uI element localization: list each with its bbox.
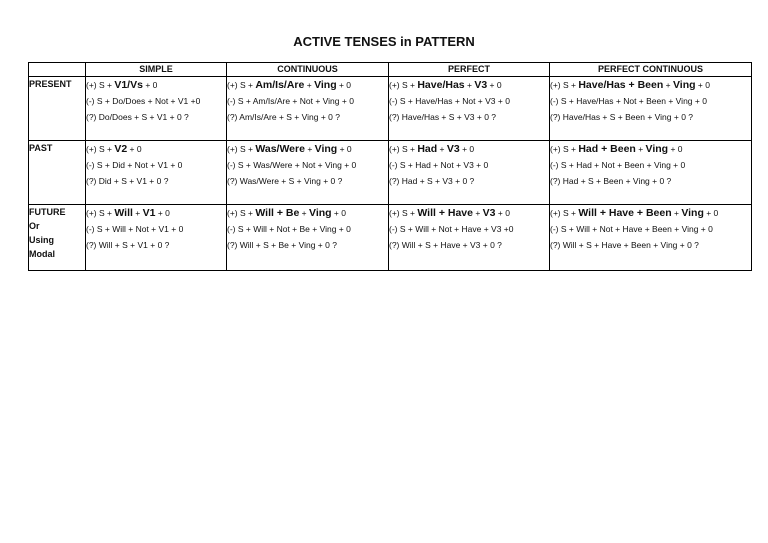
pattern-text: (+) S + [550,144,579,154]
pattern-text: (?) Am/Is/Are + S + Ving + 0 ? [227,112,340,122]
positive-form [227,77,388,93]
pattern-text: + 0 [487,80,502,90]
pattern-text: + [663,80,673,90]
pattern-text: + 0 [337,144,352,154]
pattern-text: (?) Will + S + Have + Been + Ving + 0 ? [550,240,699,250]
pattern-text: (-) S + Will + Not + Have + Been + Ving + 0 [550,224,713,234]
pattern-text: + 0 [331,208,346,218]
pattern-keyword: Will + Be [255,207,300,219]
question-form [389,173,549,189]
negative-form [86,157,226,173]
tense-cell-continuous [227,205,389,271]
row-header [29,77,86,141]
question-form [86,109,226,125]
pattern-text: + 0 [155,208,170,218]
negative-form [227,93,388,109]
question-form [389,109,549,125]
pattern-keyword: Ving [681,207,704,219]
table-row [29,205,752,271]
pattern-keyword: V2 [114,143,128,155]
pattern-keyword: Have/Has + Been [578,79,664,91]
column-header-simple: SIMPLE [86,63,227,77]
pattern-keyword: V3 [474,79,488,91]
negative-form [550,157,751,173]
pattern-text: (+) S + [389,208,418,218]
pattern-text: (+) S + [86,80,115,90]
pattern-text: (+) S + [389,80,418,90]
pattern-text: (-) S + Had + Not + V3 + 0 [389,160,489,170]
pattern-text: + 0 [703,208,719,218]
pattern-text: (?) Will + S + Have + V3 + 0 ? [389,240,502,250]
pattern-text: + [437,144,447,154]
tense-cell-perfect-continuous [550,141,752,205]
pattern-text: + 0 [127,144,142,154]
positive-form [550,205,751,221]
pattern-text: (+) S + [550,208,579,218]
pattern-text: (+) S + [227,80,256,90]
row-header [29,205,86,271]
column-header-continuous: CONTINUOUS [227,63,389,77]
question-form [550,173,751,189]
pattern-keyword: Had [417,143,438,155]
pattern-text: (+) S + [227,208,256,218]
row-header [29,141,86,205]
question-form [227,173,388,189]
question-form [550,237,751,253]
pattern-keyword: Will [114,207,133,219]
pattern-text: + 0 [668,144,683,154]
positive-form [389,141,549,157]
pattern-text: (+) S + [86,208,115,218]
pattern-text: (-) S + Had + Not + Been + Ving + 0 [550,160,686,170]
negative-form [86,93,226,109]
pattern-text: (-) S + Did + Not + V1 + 0 [86,160,183,170]
page-title: ACTIVE TENSES in PATTERN [293,34,475,49]
question-form [86,237,226,253]
pattern-text: (?) Did + S + V1 + 0 ? [86,176,169,186]
pattern-keyword: Ving [645,143,669,155]
pattern-keyword: Was/Were [255,143,305,155]
pattern-text: + [464,80,475,90]
negative-form [389,157,549,173]
tense-cell-perfect-continuous [550,77,752,141]
question-form [227,109,388,125]
question-form [227,237,388,253]
pattern-text: + [472,208,483,218]
pattern-text: (?) Will + S + Be + Ving + 0 ? [227,240,337,250]
column-header-perfect: PERFECT [389,63,550,77]
pattern-keyword: V3 [446,143,460,155]
positive-form [389,205,549,221]
pattern-text: (-) S + Have/Has + Not + V3 + 0 [389,96,510,106]
negative-form [227,221,388,237]
pattern-text: (-) S + Have/Has + Not + Been + Ving + 0 [550,96,707,106]
pattern-text: + [299,208,309,218]
pattern-text: (-) S + Will + Not + Have + V3 +0 [389,224,514,234]
row-header-label: FUTURE [29,207,66,217]
pattern-text: + [304,144,315,154]
negative-form [227,157,388,173]
tense-cell-simple [86,205,227,271]
pattern-text: + 0 [495,208,510,218]
tense-cell-continuous [227,77,389,141]
positive-form [86,77,226,93]
pattern-keyword: Had + Been [578,143,636,155]
pattern-text: (?) Had + S + V3 + 0 ? [389,176,475,186]
pattern-text: (?) Do/Does + S + V1 + 0 ? [86,112,189,122]
pattern-text: (-) S + Am/Is/Are + Not + Ving + 0 [227,96,354,106]
negative-form [86,221,226,237]
pattern-keyword: Ving [314,79,337,91]
header-row [29,63,752,77]
tense-cell-simple [86,141,227,205]
pattern-keyword: Have/Has [417,79,465,91]
negative-form [550,221,751,237]
pattern-text: + 0 [142,80,158,90]
tense-cell-continuous [227,141,389,205]
pattern-keyword: V1 [142,207,156,219]
positive-form [86,141,226,157]
pattern-text: + [132,208,143,218]
pattern-text: (+) S + [389,144,418,154]
pattern-keyword: Will + Have [417,207,473,219]
pattern-keyword: Will + Have + Been [578,207,672,219]
pattern-text: (-) S + Do/Does + Not + V1 +0 [86,96,201,106]
pattern-text: + [304,80,315,90]
pattern-text: + 0 [459,144,475,154]
pattern-text: (-) S + Will + Not + V1 + 0 [86,224,184,234]
question-form [86,173,226,189]
positive-form [550,77,751,93]
tense-cell-perfect-continuous [550,205,752,271]
pattern-text: (+) S + [227,144,256,154]
question-form [389,237,549,253]
tense-cell-perfect [389,141,550,205]
pattern-text: (-) S + Was/Were + Not + Ving + 0 [227,160,357,170]
row-header-label: Or [29,221,40,231]
pattern-text: (+) S + [550,80,579,90]
pattern-text: (?) Had + S + Been + Ving + 0 ? [550,176,672,186]
positive-form [86,205,226,221]
pattern-text: (?) Was/Were + S + Ving + 0 ? [227,176,343,186]
tense-cell-perfect [389,77,550,141]
pattern-keyword: Ving [672,79,696,91]
row-header-label: Using [29,235,55,245]
pattern-keyword: V1/Vs [114,79,143,91]
pattern-text: (+) S + [86,144,115,154]
pattern-text: (-) S + Will + Not + Be + Ving + 0 [227,224,351,234]
row-header-label: PRESENT [29,79,72,89]
tense-cell-simple [86,77,227,141]
pattern-text: (?) Have/Has + S + V3 + 0 ? [389,112,497,122]
positive-form [550,141,751,157]
positive-form [227,205,388,221]
table-row [29,77,752,141]
pattern-text: + 0 [336,80,352,90]
positive-form [389,77,549,93]
tenses-table [28,62,752,271]
row-header-label: Modal [29,249,55,259]
pattern-text: (?) Will + S + V1 + 0 ? [86,240,170,250]
tense-cell-perfect [389,205,550,271]
pattern-keyword: V3 [482,207,496,219]
pattern-keyword: Ving [309,207,332,219]
pattern-text: + 0 [695,80,710,90]
negative-form [389,93,549,109]
negative-form [550,93,751,109]
pattern-text: (?) Have/Has + S + Been + Ving + 0 ? [550,112,694,122]
table-row [29,141,752,205]
column-header-perfect-continuous: PERFECT CONTINUOUS [550,63,752,77]
corner-cell [29,63,86,77]
positive-form [227,141,388,157]
row-header-label: PAST [29,143,53,153]
pattern-text: + [671,208,682,218]
pattern-text: + [635,144,646,154]
negative-form [389,221,549,237]
pattern-keyword: Ving [314,143,338,155]
pattern-keyword: Am/Is/Are [255,79,305,91]
question-form [550,109,751,125]
